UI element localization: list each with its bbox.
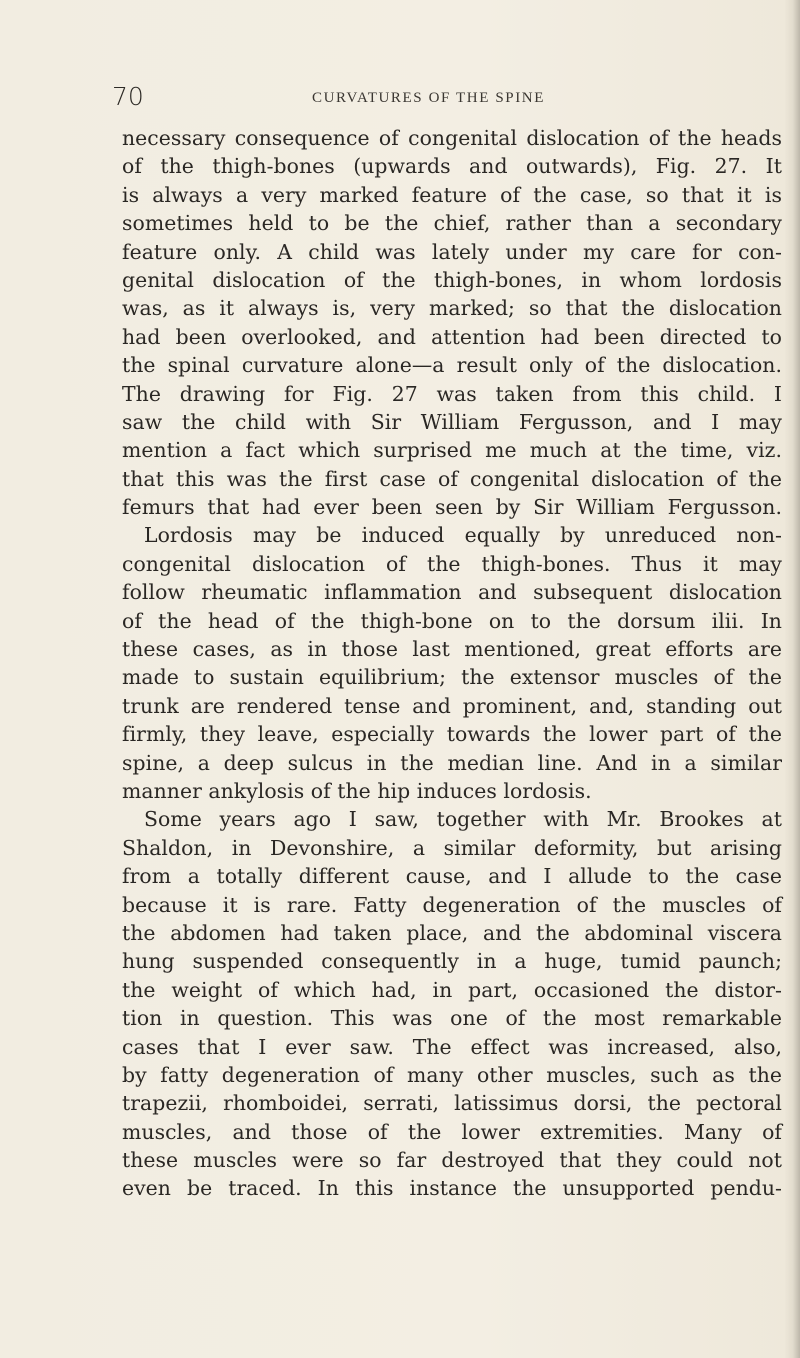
page-header bbox=[112, 82, 772, 122]
text-line: that this was the first case of congenital dislocation of the bbox=[122, 466, 782, 491]
page-number: 70 bbox=[112, 82, 144, 111]
text-line: Lordosis may be induced equally by unreduced non- bbox=[144, 523, 782, 548]
text-line: manner ankylosis of the hip induces lordosis. bbox=[122, 778, 592, 803]
text-line: from a totally different cause, and I allude to the case bbox=[122, 864, 782, 889]
text-line: the weight of which had, in part, occasioned the distor- bbox=[122, 977, 782, 1002]
text-line: even be traced. In this instance the unsupported pendu- bbox=[122, 1176, 782, 1201]
page-edge-shadow bbox=[784, 0, 800, 1358]
text-line: sometimes held to be the chief, rather than a secondary bbox=[122, 211, 782, 236]
text-line: femurs that had ever been seen by Sir William Fergusson. bbox=[122, 495, 782, 520]
text-line: trunk are rendered tense and prominent, and, standing out bbox=[122, 693, 782, 718]
text-line: because it is rare. Fatty degeneration of the muscles of bbox=[122, 892, 782, 917]
body-text bbox=[122, 124, 782, 1203]
text-line: is always a very marked feature of the case, so that it is bbox=[122, 182, 782, 207]
text-line: congenital dislocation of the thigh-bones. Thus it may bbox=[122, 551, 782, 576]
text-line: feature only. A child was lately under my care for con- bbox=[122, 239, 782, 264]
text-line: the abdomen had taken place, and the abdominal viscera bbox=[122, 920, 782, 945]
text-line: of the thigh-bones (upwards and outwards), Fig. 27. It bbox=[122, 154, 782, 179]
text-line: had been overlooked, and attention had been directed to bbox=[122, 324, 782, 349]
text-line: these cases, as in those last mentioned, great efforts are bbox=[122, 637, 782, 662]
text-line: mention a fact which surprised me much at the time, viz. bbox=[122, 438, 782, 463]
text-line: by fatty degeneration of many other muscles, such as the bbox=[122, 1062, 782, 1087]
text-line: Shaldon, in Devonshire, a similar deformity, but arising bbox=[122, 835, 782, 860]
running-head: CURVATURES OF THE SPINE bbox=[312, 90, 546, 106]
text-line: necessary consequence of congenital dislocation of the heads bbox=[122, 126, 782, 150]
text-line: hung suspended consequently in a huge, tumid paunch; bbox=[122, 949, 782, 974]
text-line: the spinal curvature alone—a result only of the dislocation. bbox=[122, 353, 782, 378]
text-line: firmly, they leave, especially towards the lower part of the bbox=[122, 722, 782, 747]
text-line: Some years ago I saw, together with Mr. Brookes at bbox=[144, 807, 782, 832]
text-line: was, as it always is, very marked; so that the dislocation bbox=[122, 296, 782, 321]
text-line: The drawing for Fig. 27 was taken from this child. I bbox=[122, 381, 782, 406]
text-line: trapezii, rhomboidei, serrati, latissimus dorsi, the pectoral bbox=[122, 1091, 782, 1116]
text-line: tion in question. This was one of the most remarkable bbox=[122, 1006, 782, 1031]
text-line: follow rheumatic inflammation and subsequent dislocation bbox=[122, 580, 782, 605]
text-line: cases that I ever saw. The effect was increased, also, bbox=[122, 1034, 782, 1059]
text-line: spine, a deep sulcus in the median line. And in a similar bbox=[122, 750, 782, 775]
text-line: saw the child with Sir William Fergusson, and I may bbox=[122, 409, 782, 434]
text-line: these muscles were so far destroyed that they could not bbox=[122, 1148, 782, 1173]
text-line: genital dislocation of the thigh-bones, in whom lordosis bbox=[122, 267, 782, 292]
text-line: muscles, and those of the lower extremities. Many of bbox=[122, 1119, 782, 1144]
text-line: of the head of the thigh-bone on to the dorsum ilii. In bbox=[122, 608, 782, 633]
text-line: made to sustain equilibrium; the extensor muscles of the bbox=[122, 665, 782, 690]
